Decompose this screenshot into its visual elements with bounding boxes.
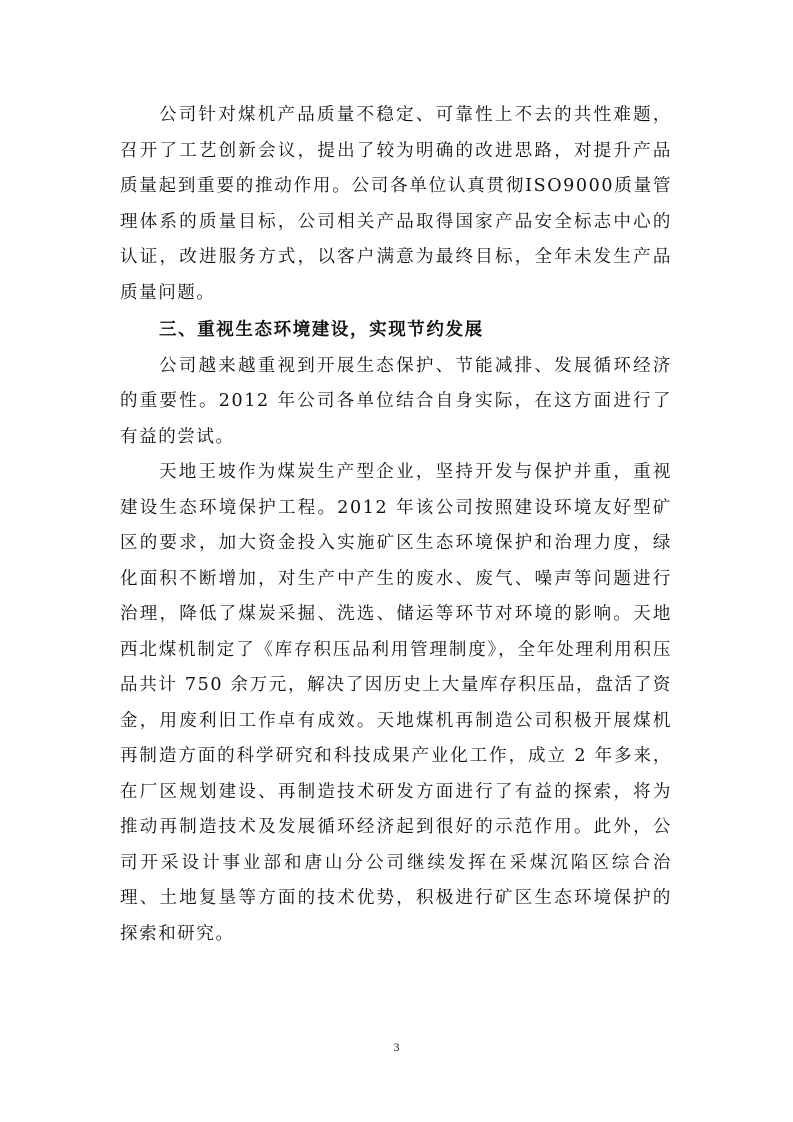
paragraph-ecology-details: 天地王坡作为煤炭生产型企业，坚持开发与保护并重，重视建设生态环境保护工程。2012 年该公司按照建设环境友好型矿区的要求，加大资金投入实施矿区生态环境保护和治理力度，绿化面积不断增加，对生产中产生的废水、废气、噪声等问题进行治理，降低了煤炭采掘、洗选、储运等环节对环境的影响。天地西北煤机制定了《库存积压品利用管理制度》，全年处理利用积压品共计 750 余万元，解决了因历史上大量库存积压品，盘活了资金，用废利旧工作卓有成效。天地煤机再制造公司积极开展煤机再制造方面的科学研究和科技成果产业化工作，成立 2 年多来，在厂区规划建设、再制造技术研发方面进行了有益的探索，将为推动再制造技术及发展循环经济起到很好的示范作用。此外，公司开采设计事业部和唐山分公司继续发挥在采煤沉陷区综合治理、土地复垦等方面的技术优势，积极进行矿区生态环境保护的探索和研究。 xyxy=(120,462,672,944)
document-body xyxy=(120,98,672,952)
paragraph-product-quality: 公司针对煤机产品质量不稳定、可靠性上不去的共性难题，召开了工艺创新会议，提出了较为明确的改进思路，对提升产品质量起到重要的推动作用。公司各单位认真贯彻ISO9000质量管理体系的质量目标，公司相关产品取得国家产品安全标志中心的认证，改进服务方式，以客户满意为最终目标，全年未发生产品质量问题。 xyxy=(120,105,672,303)
page-number: 3 xyxy=(393,1040,400,1054)
section-heading: 三、重视生态环境建设，实现节约发展 xyxy=(159,320,484,340)
paragraph-ecology-intro: 公司越来越重视到开展生态保护、节能减排、发展循环经济的重要性。2012 年公司各单位结合自身实际，在这方面进行了有益的尝试。 xyxy=(120,355,672,447)
